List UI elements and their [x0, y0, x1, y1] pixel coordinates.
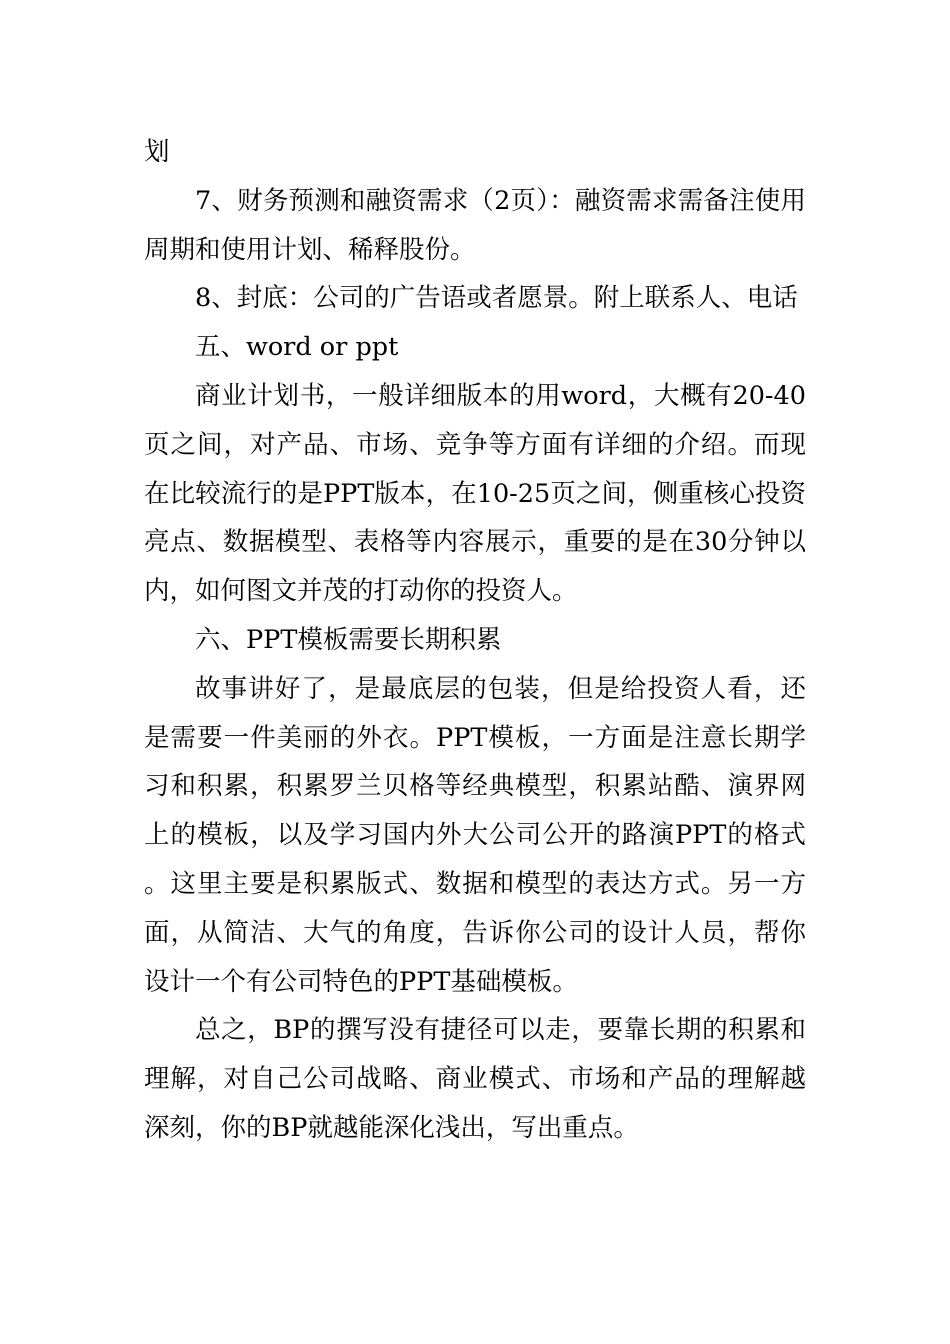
paragraph-continuation: 划: [144, 137, 170, 167]
paragraph-conclusion: 总之，BP的撰写没有捷径可以走，要靠长期的积累和理解，对自己公司战略、商业模式、市场和产品的理解越深刻，你的BP就越能深化浅出，写出重点。: [144, 1015, 806, 1143]
section-heading-5: 五、word or ppt: [195, 332, 399, 363]
section-heading-6: 六、PPT模板需要长期积累: [195, 624, 502, 655]
paragraph-ppt-templates: 故事讲好了，是最底层的包装，但是给投资人看，还是需要一件美丽的外衣。PPT模板，一方面是注意长期学习和积累，积累罗兰贝格等经典模型，积累站酷、演界网上的模板，以及学习国内外大公司公开的路演PPT的格式。这里主要是积累版式、数据和模型的表达方式。另一方面，从简洁、大气的角度，告诉你公司的设计人员，帮你设计一个有公司特色的PPT基础模板。: [144, 673, 806, 997]
paragraph-item-7-financial-forecast: 7、财务预测和融资需求（2页）：融资需求需备注使用周期和使用计划、稀释股份。: [144, 185, 806, 265]
document-body: [144, 128, 806, 1153]
paragraph-item-8-back-cover: 8、封底：公司的广告语或者愿景。附上联系人、电话: [195, 283, 798, 314]
paragraph-word-or-ppt: 商业计划书，一般详细版本的用word，大概有20-40页之间，对产品、市场、竞争等方面有详细的介绍。而现在比较流行的是PPT版本，在10-25页之间，侧重核心投资亮点、数据模型、表格等内容展示，重要的是在30分钟以内，如何图文并茂的打动你的投资人。: [144, 380, 806, 607]
